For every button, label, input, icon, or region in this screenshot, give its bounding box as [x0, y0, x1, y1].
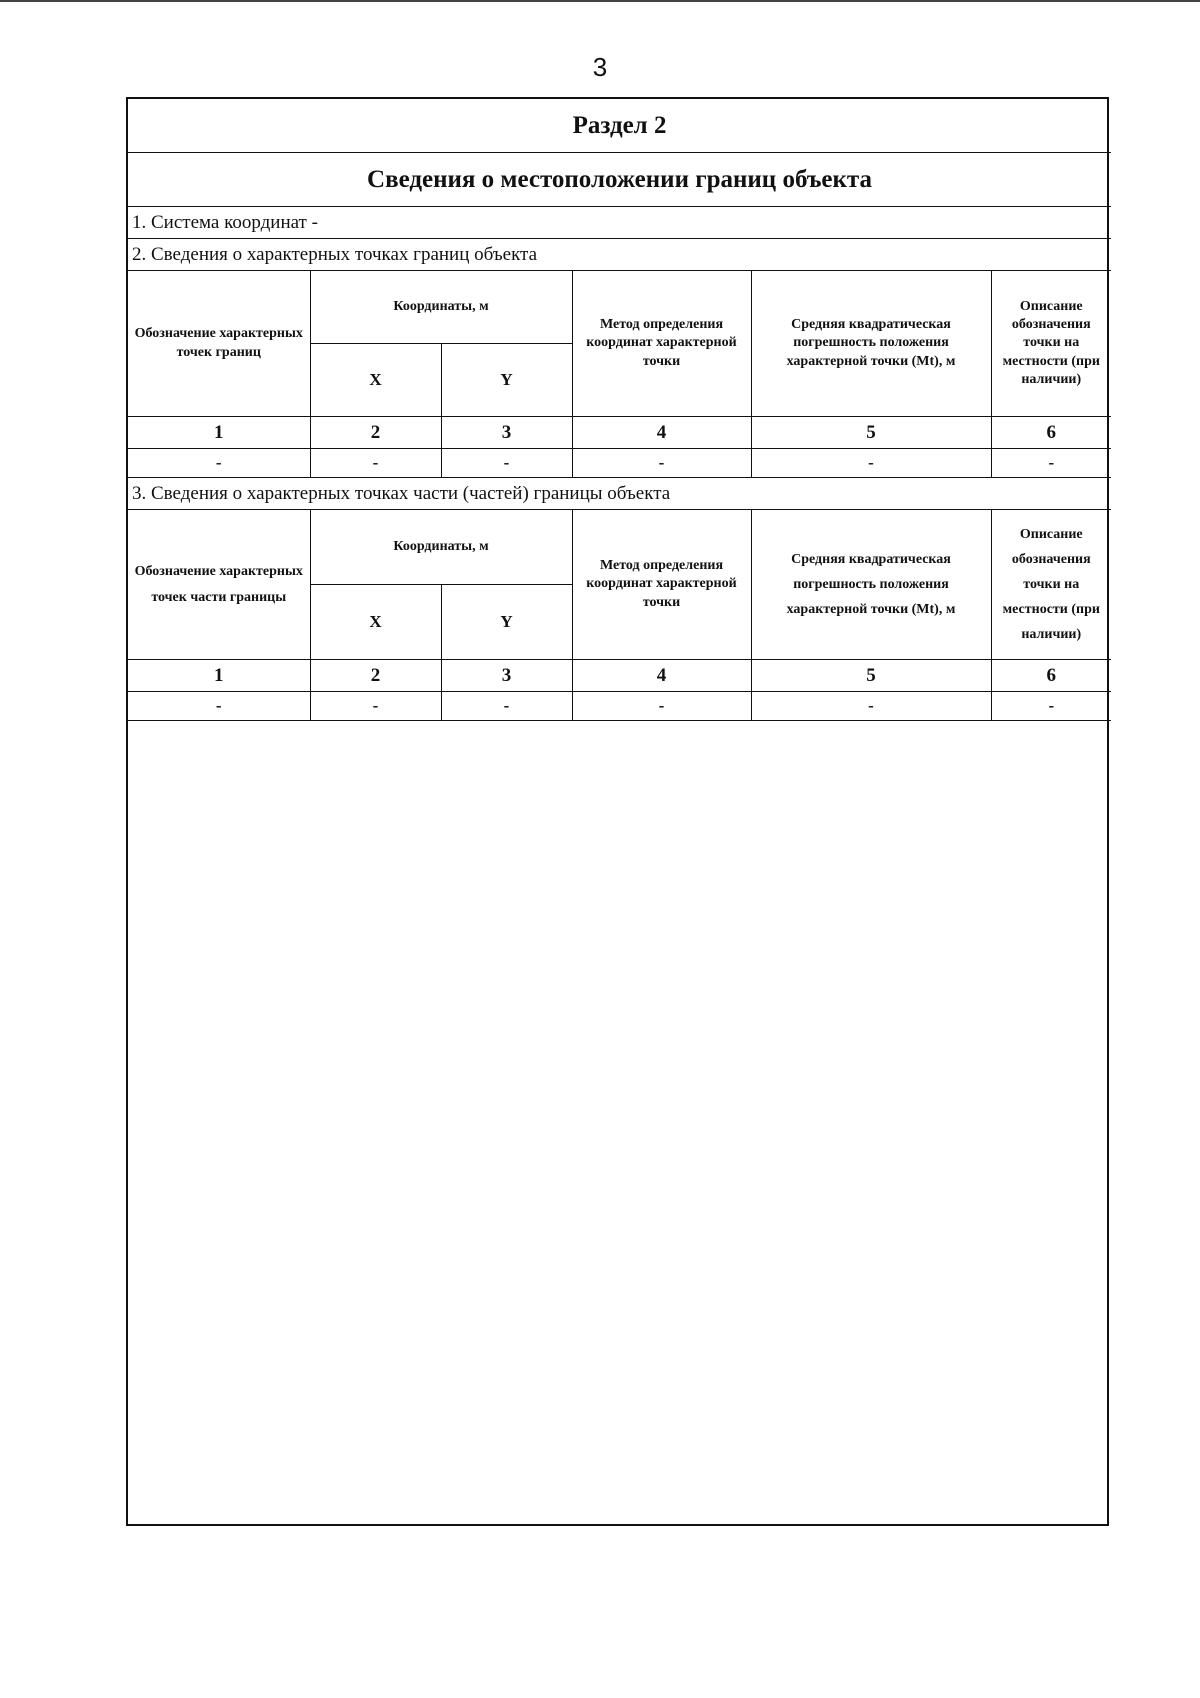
- table2-colnum: 1: [128, 660, 310, 692]
- table1-header-y: Y: [441, 344, 572, 417]
- table-row: [128, 449, 1111, 478]
- table2-header-x: X: [310, 585, 441, 660]
- table2-cell: -: [441, 692, 572, 721]
- table2-cell: -: [991, 692, 1111, 721]
- table2-header-description: Описание обозначения точки на местности (при наличии): [991, 510, 1111, 660]
- table1-cell: -: [310, 449, 441, 478]
- coordinate-system-row: 1. Система координат -: [128, 207, 1111, 239]
- table1-cell: -: [991, 449, 1111, 478]
- section-title: Раздел 2: [128, 99, 1111, 153]
- table1-cell: -: [751, 449, 991, 478]
- table2-header-y: Y: [441, 585, 572, 660]
- table1-colnum: 3: [441, 417, 572, 449]
- table2-caption: 3. Сведения о характерных точках части (частей) границы объекта: [128, 478, 1111, 510]
- table2-header-method: Метод определения координат характерной точки: [572, 510, 751, 660]
- table2-cell: -: [128, 692, 310, 721]
- table1-cell: -: [572, 449, 751, 478]
- table1-cell: -: [441, 449, 572, 478]
- table2-colnum: 5: [751, 660, 991, 692]
- table2-header-designation: Обозначение характерных точек части границы: [128, 510, 310, 660]
- table1-colnum: 6: [991, 417, 1111, 449]
- table1-colnum: 1: [128, 417, 310, 449]
- table1-caption: 2. Сведения о характерных точках границ объекта: [128, 239, 1111, 271]
- table-row: [128, 692, 1111, 721]
- table1-header-designation: Обозначение характерных точек границ: [128, 271, 310, 417]
- table1-header-coordinates: Координаты, м: [310, 271, 572, 344]
- table1-header-description: Описание обозначения точки на местности (при наличии): [991, 271, 1111, 417]
- table2-cell: -: [572, 692, 751, 721]
- table1-cell: -: [128, 449, 310, 478]
- table1-header-error: Средняя квадратическая погрешность положения характерной точки (Mt), м: [751, 271, 991, 417]
- table1-colnum: 4: [572, 417, 751, 449]
- table2-cell: -: [751, 692, 991, 721]
- section-table: [128, 99, 1111, 721]
- table2-colnum: 3: [441, 660, 572, 692]
- table2-header-coordinates: Координаты, м: [310, 510, 572, 585]
- table2-cell: -: [310, 692, 441, 721]
- table1-colnum: 2: [310, 417, 441, 449]
- section-frame: [126, 97, 1109, 1526]
- table2-colnum: 4: [572, 660, 751, 692]
- page-number: 3: [592, 52, 608, 82]
- table2-colnum: 2: [310, 660, 441, 692]
- table1-header-x: X: [310, 344, 441, 417]
- section-subtitle: Сведения о местоположении границ объекта: [128, 153, 1111, 207]
- table2-colnum: 6: [991, 660, 1111, 692]
- table2-header-error: Средняя квадратическая погрешность положения характерной точки (Mt), м: [751, 510, 991, 660]
- table1-colnum: 5: [751, 417, 991, 449]
- table1-header-method: Метод определения координат характерной точки: [572, 271, 751, 417]
- page-top-edge: [0, 0, 1200, 2]
